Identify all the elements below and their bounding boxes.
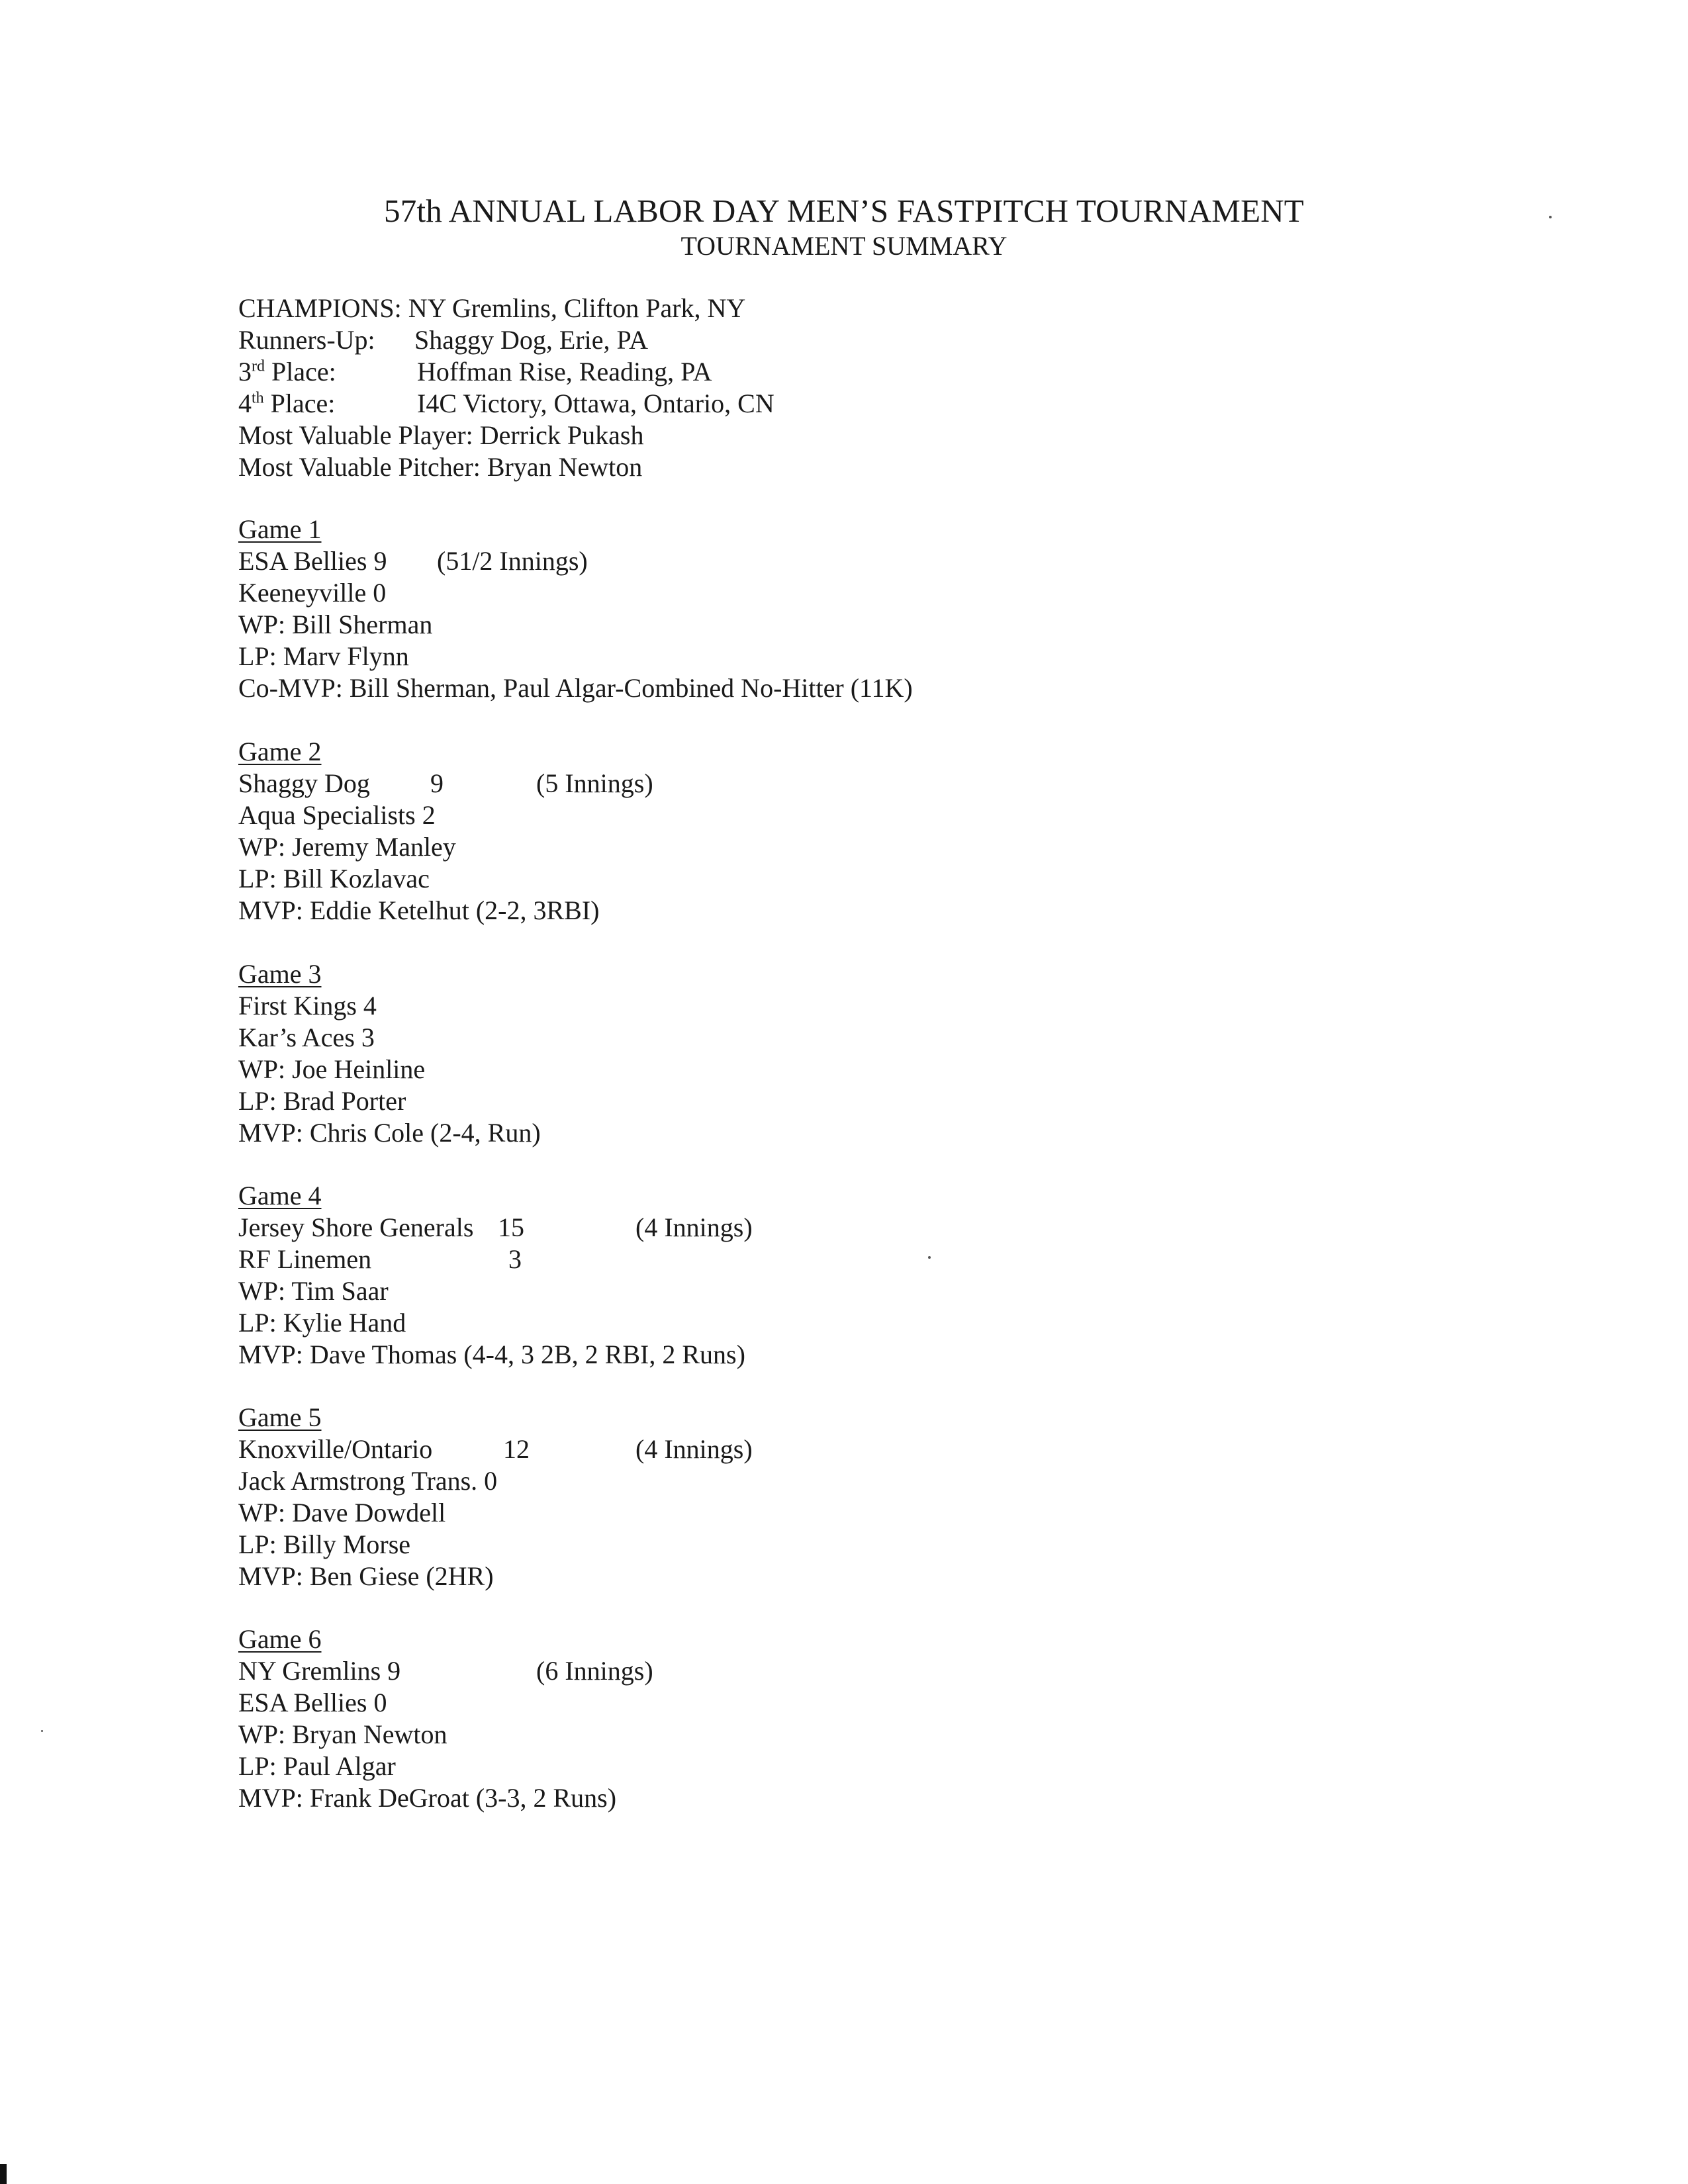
champions-row [238,293,745,324]
winning-pitcher: WP: Tim Saar [238,1276,389,1306]
game-team1-row [238,990,541,1022]
scan-edge-mark [0,2164,7,2184]
team1-name: Jersey Shore Generals [238,1212,474,1242]
game-number: 5 [308,1402,322,1432]
game-block [238,514,913,704]
game-team1-row [238,768,653,799]
game-heading [238,736,600,768]
game-heading-prefix: Game [238,514,308,544]
game-team1-row [238,1212,753,1244]
game-heading-prefix: Game [238,1624,308,1654]
game-heading-text [238,514,322,544]
game-heading-text [238,737,322,766]
team2-name: Jack Armstrong Trans. 0 [238,1466,498,1496]
winning-pitcher: WP: Jeremy Manley [238,832,456,862]
document-subtitle: TOURNAMENT SUMMARY [680,231,1008,261]
team2-name: RF Linemen [238,1244,372,1274]
losing-pitcher: LP: Paul Algar [238,1751,396,1781]
mvp-pitcher-row: Most Valuable Pitcher: Bryan Newton [238,452,643,482]
document-title: 57th ANNUAL LABOR DAY MEN’S FASTPITCH TOURNAMENT [384,193,1304,229]
game-block [238,1623,653,1814]
team2-score: 3 [508,1244,522,1274]
game-heading [238,1402,497,1433]
game-mvp: MVP: Eddie Ketelhut (2-2, 3RBI) [238,895,600,925]
third-place-suffix: rd [252,357,265,375]
runners-up-label: Runners-Up: [238,325,375,355]
game-team1-row [238,545,913,577]
losing-pitcher: LP: Brad Porter [238,1086,406,1116]
fourth-place-value: I4C Victory, Ottawa, Ontario, CN [417,388,774,418]
team1-name: Shaggy Dog [238,768,370,798]
fourth-place-number: 4 [238,388,252,418]
game-block [238,958,541,1149]
fourth-place-row [238,388,774,420]
game-team1-row [238,1655,653,1687]
game-mvp: MVP: Chris Cole (2-4, Run) [238,1118,541,1148]
runners-up-row [238,324,745,356]
winning-pitcher: WP: Bryan Newton [238,1719,447,1749]
game-heading-prefix: Game [238,737,308,766]
winning-pitcher: WP: Dave Dowdell [238,1498,446,1527]
third-place-label [238,356,336,388]
game-block [238,1180,753,1371]
tournament-summary [238,293,774,483]
fourth-place-word: Place: [263,388,336,418]
losing-pitcher: LP: Kylie Hand [238,1308,406,1338]
team1-score: 15 [498,1212,524,1242]
game-heading [238,958,541,990]
game-mvp: Co-MVP: Bill Sherman, Paul Algar-Combined No-Hitter (11K) [238,673,913,703]
scan-speck [928,1256,931,1259]
game-innings: (6 Innings) [536,1656,653,1686]
game-innings: (5 Innings) [536,768,653,798]
team1-score: 9 [430,768,444,798]
team1-name: First Kings 4 [238,991,377,1021]
team2-name: Keeneyville 0 [238,578,387,608]
game-team2-row [238,1244,745,1275]
game-heading-prefix: Game [238,1402,308,1432]
runners-up-value: Shaggy Dog, Erie, PA [414,325,648,355]
game-heading [238,1623,616,1655]
team1-name: NY Gremlins 9 [238,1656,401,1686]
losing-pitcher: LP: Bill Kozlavac [238,864,430,893]
team1-name: Knoxville/Ontario [238,1434,433,1464]
fourth-place-suffix: th [252,389,264,407]
champions-label: CHAMPIONS: [238,293,402,323]
game-heading-text [238,1624,322,1654]
game-team2-row [238,799,600,831]
team2-name: ESA Bellies 0 [238,1688,387,1717]
winning-pitcher: WP: Joe Heinline [238,1054,426,1084]
game-number: 4 [308,1181,322,1210]
game-heading-text [238,959,322,989]
team1-name: ESA Bellies 9 [238,546,387,576]
game-heading-text [238,1402,322,1432]
game-innings: (4 Innings) [635,1212,753,1242]
scan-speck [41,1730,43,1732]
third-place-row [238,356,745,388]
game-block [238,736,653,927]
game-heading-prefix: Game [238,1181,308,1210]
winning-pitcher: WP: Bill Sherman [238,610,433,639]
game-number: 2 [308,737,322,766]
game-team2-row [238,1022,541,1054]
game-number: 1 [308,514,322,544]
game-mvp: MVP: Ben Giese (2HR) [238,1561,494,1591]
game-team2-row [238,577,913,609]
game-block [238,1402,753,1592]
game-team2-row [238,1465,497,1497]
game-mvp: MVP: Dave Thomas (4-4, 3 2B, 2 RBI, 2 Runs) [238,1340,745,1369]
champions-value: NY Gremlins, Clifton Park, NY [408,293,746,323]
game-number: 3 [308,959,322,989]
game-heading [238,1180,745,1212]
mvp-player-row: Most Valuable Player: Derrick Pukash [238,420,644,450]
game-number: 6 [308,1624,322,1654]
game-team1-row [238,1433,753,1465]
game-heading-prefix: Game [238,959,308,989]
game-heading [238,514,913,545]
game-innings: (51/2 Innings) [437,546,588,576]
losing-pitcher: LP: Marv Flynn [238,641,409,671]
team2-name: Aqua Specialists 2 [238,800,436,830]
third-place-word: Place: [265,357,336,387]
game-heading-text [238,1181,322,1210]
third-place-number: 3 [238,357,252,387]
game-innings: (4 Innings) [635,1434,753,1464]
third-place-value: Hoffman Rise, Reading, PA [417,357,712,387]
scan-speck [1549,216,1552,218]
losing-pitcher: LP: Billy Morse [238,1529,411,1559]
team1-score: 12 [503,1434,530,1464]
game-team2-row [238,1687,616,1719]
game-mvp: MVP: Frank DeGroat (3-3, 2 Runs) [238,1783,617,1813]
fourth-place-label [238,388,335,420]
team2-name: Kar’s Aces 3 [238,1023,375,1052]
